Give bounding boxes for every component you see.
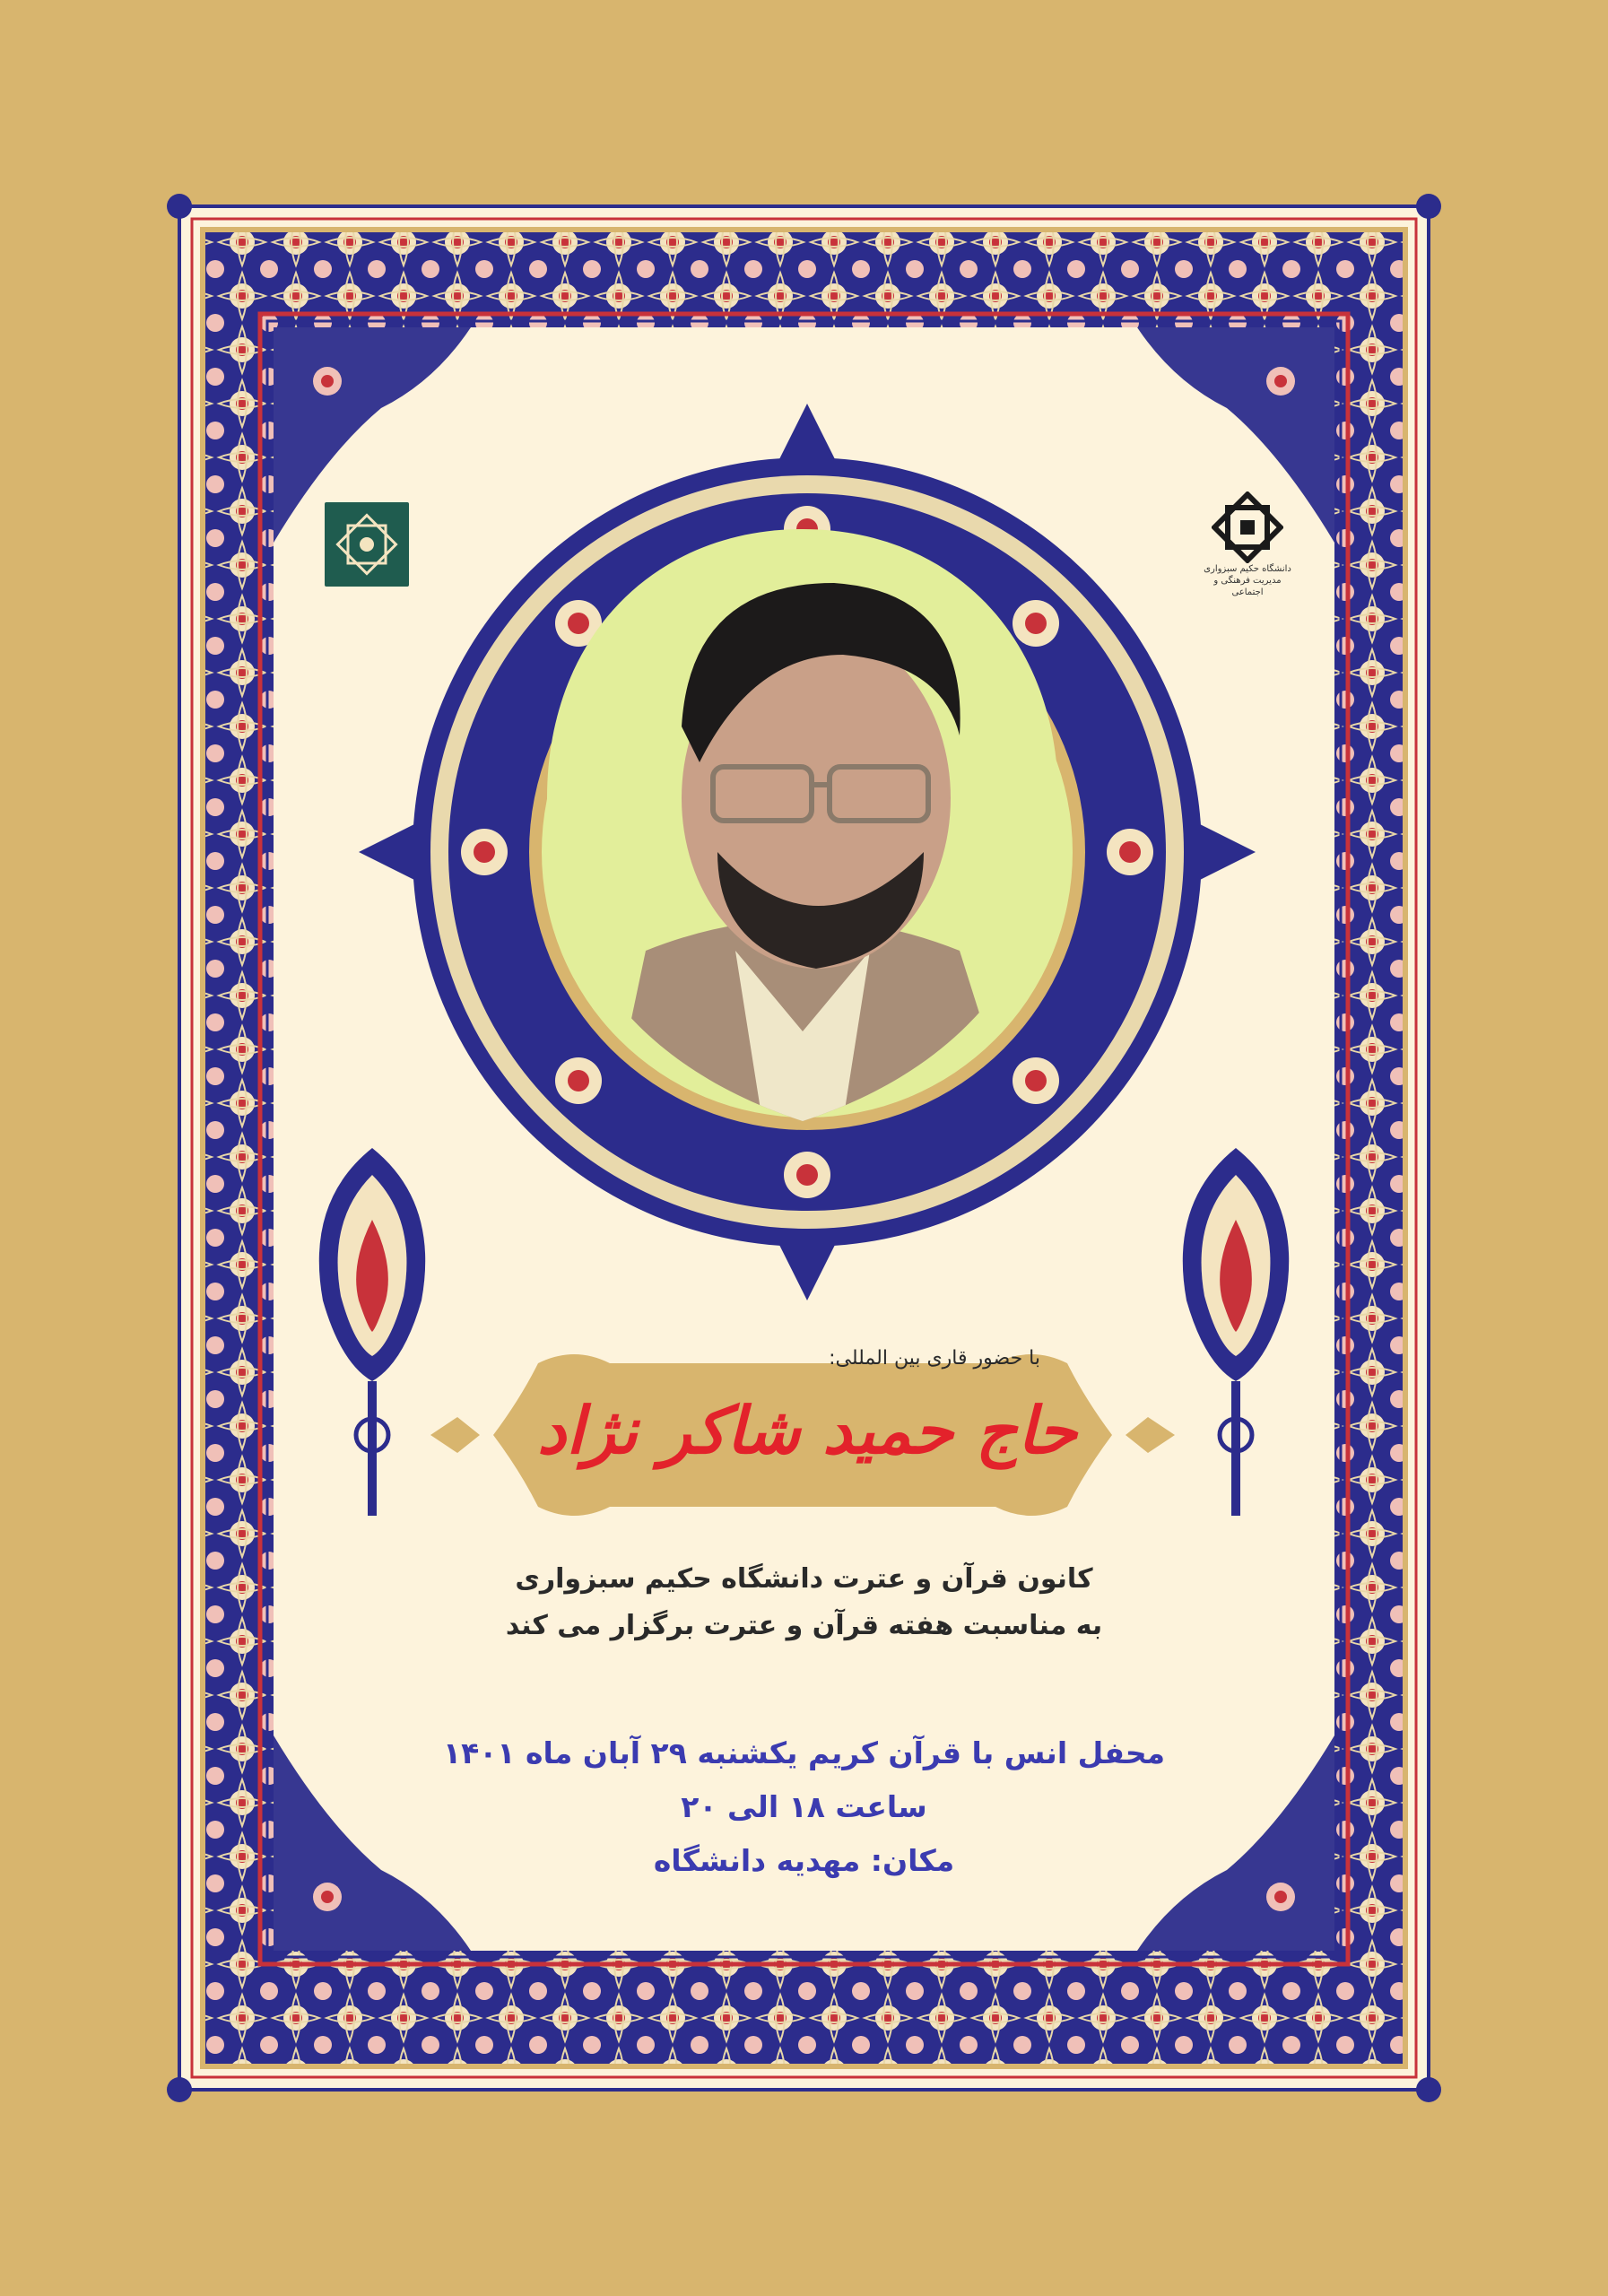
university-caption-line1: دانشگاه حکیم سبزواری: [1204, 564, 1291, 574]
guest-intro: با حضور قاری بین المللی:: [829, 1347, 1040, 1370]
organizer-line1: کانون قرآن و عترت دانشگاه حکیم سبزواری: [515, 1563, 1093, 1595]
guest-name: حاج حمید شاکر نژاد: [537, 1392, 1077, 1468]
event-location: مکان: مهدیه دانشگاه: [653, 1843, 955, 1878]
event-title-date: محفل انس با قرآن کریم یکشنبه ۲۹ آبان ماه ۱۴۰۱: [442, 1735, 1166, 1770]
event-details: [359, 1726, 1249, 1888]
left-lantern-ornament: [305, 1148, 439, 1525]
university-caption-line2: مدیریت فرهنگی و اجتماعی: [1213, 576, 1282, 597]
right-lantern-ornament: [1169, 1148, 1303, 1525]
organizer-line2: به مناسبت هفته قرآن و عترت برگزار می کند: [505, 1610, 1103, 1641]
event-time: ساعت ۱۸ الی ۲۰: [681, 1789, 927, 1824]
person-portrait-icon: [547, 529, 1058, 1121]
organizer-text: [359, 1556, 1249, 1649]
